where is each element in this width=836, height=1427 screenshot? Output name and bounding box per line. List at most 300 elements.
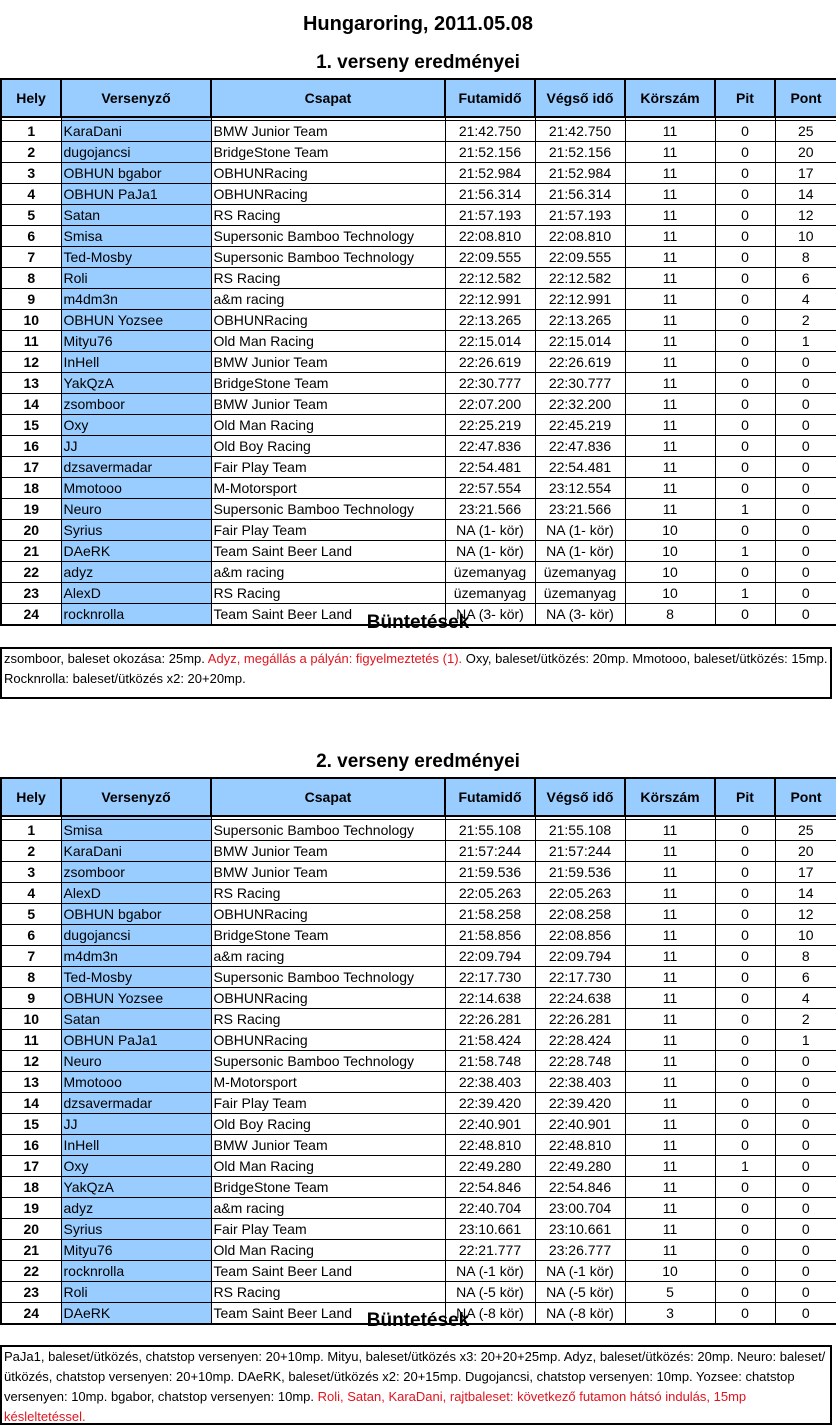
laps-cell: 11 [625, 925, 715, 946]
team-cell: a&m racing [211, 562, 445, 583]
col-header-points: Pont [775, 778, 836, 816]
laps-cell: 11 [625, 841, 715, 862]
position-cell: 6 [1, 226, 61, 247]
team-cell: RS Racing [211, 268, 445, 289]
table-row [1, 310, 836, 331]
table-row [1, 862, 836, 883]
driver-cell: Satan [61, 1009, 211, 1030]
table-row [1, 1009, 836, 1030]
pit-cell: 0 [715, 121, 775, 142]
race-time-cell: 23:21.566 [445, 499, 535, 520]
race-time-cell: 22:15.014 [445, 331, 535, 352]
team-cell: BridgeStone Team [211, 925, 445, 946]
driver-cell: KaraDani [61, 841, 211, 862]
final-time-cell: 21:52.984 [535, 163, 625, 184]
driver-cell: Oxy [61, 1156, 211, 1177]
pit-cell: 0 [715, 268, 775, 289]
team-cell: Team Saint Beer Land [211, 1261, 445, 1282]
position-cell: 17 [1, 457, 61, 478]
pit-cell: 0 [715, 394, 775, 415]
table-row [1, 1135, 836, 1156]
laps-cell: 11 [625, 1156, 715, 1177]
pit-cell: 0 [715, 562, 775, 583]
points-cell: 0 [775, 457, 836, 478]
laps-cell: 11 [625, 1009, 715, 1030]
position-cell: 7 [1, 247, 61, 268]
race-time-cell: üzemanyag [445, 583, 535, 604]
points-cell: 0 [775, 520, 836, 541]
race-time-cell: 22:30.777 [445, 373, 535, 394]
col-header-final-time: Végső idő [535, 778, 625, 816]
pit-cell: 0 [715, 436, 775, 457]
laps-cell: 11 [625, 1072, 715, 1093]
table-row [1, 820, 836, 841]
pit-cell: 0 [715, 1051, 775, 1072]
final-time-cell: 22:47.836 [535, 436, 625, 457]
table-row [1, 1114, 836, 1135]
points-cell: 6 [775, 268, 836, 289]
final-time-cell: NA (-5 kör) [535, 1282, 625, 1303]
pit-cell: 1 [715, 499, 775, 520]
team-cell: Fair Play Team [211, 520, 445, 541]
race-time-cell: NA (-8 kör) [445, 1303, 535, 1325]
team-cell: RS Racing [211, 1282, 445, 1303]
pit-cell: 1 [715, 583, 775, 604]
table-row [1, 1072, 836, 1093]
pit-cell: 0 [715, 1219, 775, 1240]
table-row [1, 205, 836, 226]
position-cell: 19 [1, 499, 61, 520]
race-time-cell: 21:52.156 [445, 142, 535, 163]
position-cell: 20 [1, 520, 61, 541]
col-header-driver: Versenyző [61, 778, 211, 816]
laps-cell: 11 [625, 1030, 715, 1051]
race-time-cell: 21:59.536 [445, 862, 535, 883]
race-time-cell: 22:57.554 [445, 478, 535, 499]
position-cell: 23 [1, 583, 61, 604]
laps-cell: 11 [625, 967, 715, 988]
team-cell: RS Racing [211, 583, 445, 604]
pit-cell: 0 [715, 883, 775, 904]
table-row [1, 268, 836, 289]
points-cell: 10 [775, 226, 836, 247]
driver-cell: DAeRK [61, 1303, 211, 1325]
position-cell: 7 [1, 946, 61, 967]
laps-cell: 11 [625, 1198, 715, 1219]
laps-cell: 10 [625, 583, 715, 604]
page-title: Hungaroring, 2011.05.08 [302, 13, 534, 35]
race-time-cell: 22:49.280 [445, 1156, 535, 1177]
col-header-laps: Körszám [625, 778, 715, 816]
race-time-cell: 21:52.984 [445, 163, 535, 184]
laps-cell: 11 [625, 820, 715, 841]
final-time-cell: 22:24.638 [535, 988, 625, 1009]
team-cell: Supersonic Bamboo Technology [211, 1051, 445, 1072]
driver-cell: Mmotooo [61, 1072, 211, 1093]
col-header-points: Pont [775, 79, 836, 117]
points-cell: 0 [775, 394, 836, 415]
points-cell: 20 [775, 142, 836, 163]
team-cell: RS Racing [211, 1009, 445, 1030]
position-cell: 14 [1, 394, 61, 415]
pit-cell: 0 [715, 331, 775, 352]
laps-cell: 11 [625, 1114, 715, 1135]
points-cell: 25 [775, 820, 836, 841]
penalty-text: PaJa1, baleset/ütközés, chatstop versenyen: 20+10mp. Mityu, baleset/ütközés x3: 20+20+25mp. Adyz, baleset/ütközés: 20mp. Neuro: baleset/ütközés, chatstop versenyen: 20+10mp. DAeRK, baleset/ütközés x2: 20+15mp. Dugojancsi, chatstop versenyen: 10mp. Yozsee: chatstop versenyen: 10mp. bgabor, chatstop versenyen: 10mp. [4, 1349, 826, 1404]
position-cell: 9 [1, 289, 61, 310]
header-row [1, 79, 836, 117]
race-time-cell: 21:57.193 [445, 205, 535, 226]
laps-cell: 11 [625, 1240, 715, 1261]
points-cell: 20 [775, 841, 836, 862]
position-cell: 19 [1, 1198, 61, 1219]
team-cell: RS Racing [211, 883, 445, 904]
driver-cell: Neuro [61, 1051, 211, 1072]
pit-cell: 0 [715, 1198, 775, 1219]
race-time-cell: 22:25.219 [445, 415, 535, 436]
table-row [1, 520, 836, 541]
position-cell: 17 [1, 1156, 61, 1177]
pit-cell: 1 [715, 541, 775, 562]
race1-penalties-title: Büntetések [366, 612, 470, 633]
final-time-cell: 23:00.704 [535, 1198, 625, 1219]
final-time-cell: NA (1- kör) [535, 520, 625, 541]
race2-penalties-box [0, 1345, 832, 1425]
final-time-cell: 22:12.991 [535, 289, 625, 310]
points-cell: 0 [775, 499, 836, 520]
points-cell: 1 [775, 1030, 836, 1051]
final-time-cell: 21:42.750 [535, 121, 625, 142]
team-cell: OBHUNRacing [211, 904, 445, 925]
position-cell: 9 [1, 988, 61, 1009]
points-cell: 0 [775, 1093, 836, 1114]
team-cell: Fair Play Team [211, 1219, 445, 1240]
race-time-cell: 21:58.258 [445, 904, 535, 925]
team-cell: Team Saint Beer Land [211, 604, 445, 626]
final-time-cell: 22:26.281 [535, 1009, 625, 1030]
race-time-cell: NA (1- kör) [445, 541, 535, 562]
team-cell: RS Racing [211, 205, 445, 226]
points-cell: 0 [775, 1303, 836, 1325]
points-cell: 0 [775, 1114, 836, 1135]
final-time-cell: 22:38.403 [535, 1072, 625, 1093]
table-row [1, 541, 836, 562]
race2-penalties-title: Büntetések [366, 1310, 470, 1331]
pit-cell: 0 [715, 142, 775, 163]
laps-cell: 11 [625, 163, 715, 184]
team-cell: OBHUNRacing [211, 184, 445, 205]
pit-cell: 0 [715, 310, 775, 331]
race2-results-table [0, 777, 836, 1325]
laps-cell: 10 [625, 562, 715, 583]
points-cell: 0 [775, 373, 836, 394]
race-time-cell: 21:42.750 [445, 121, 535, 142]
laps-cell: 11 [625, 862, 715, 883]
table-row [1, 415, 836, 436]
laps-cell: 11 [625, 142, 715, 163]
final-time-cell: NA (-1 kör) [535, 1261, 625, 1282]
table-row [1, 436, 836, 457]
team-cell: M-Motorsport [211, 1072, 445, 1093]
points-cell: 0 [775, 415, 836, 436]
laps-cell: 11 [625, 436, 715, 457]
laps-cell: 3 [625, 1303, 715, 1325]
team-cell: OBHUNRacing [211, 1030, 445, 1051]
driver-cell: dugojancsi [61, 142, 211, 163]
laps-cell: 11 [625, 121, 715, 142]
driver-cell: YakQzA [61, 373, 211, 394]
col-header-position: Hely [1, 778, 61, 816]
driver-cell: rocknrolla [61, 1261, 211, 1282]
race-time-cell: 21:58.748 [445, 1051, 535, 1072]
position-cell: 18 [1, 1177, 61, 1198]
driver-cell: zsomboor [61, 862, 211, 883]
driver-cell: Neuro [61, 499, 211, 520]
race-time-cell: 21:58.424 [445, 1030, 535, 1051]
points-cell: 0 [775, 1198, 836, 1219]
team-cell: M-Motorsport [211, 478, 445, 499]
pit-cell: 0 [715, 247, 775, 268]
position-cell: 3 [1, 163, 61, 184]
team-cell: Supersonic Bamboo Technology [211, 499, 445, 520]
laps-cell: 11 [625, 1177, 715, 1198]
col-header-laps: Körszám [625, 79, 715, 117]
team-cell: BMW Junior Team [211, 862, 445, 883]
position-cell: 13 [1, 373, 61, 394]
table-row [1, 289, 836, 310]
race-time-cell: NA (1- kör) [445, 520, 535, 541]
race-time-cell: 22:21.777 [445, 1240, 535, 1261]
position-cell: 2 [1, 142, 61, 163]
final-time-cell: 22:17.730 [535, 967, 625, 988]
table-row [1, 121, 836, 142]
pit-cell: 0 [715, 967, 775, 988]
final-time-cell: 22:48.810 [535, 1135, 625, 1156]
points-cell: 12 [775, 904, 836, 925]
laps-cell: 11 [625, 988, 715, 1009]
position-cell: 1 [1, 121, 61, 142]
table-row [1, 1051, 836, 1072]
pit-cell: 0 [715, 1135, 775, 1156]
team-cell: BMW Junior Team [211, 352, 445, 373]
laps-cell: 11 [625, 478, 715, 499]
race2-title: 2. verseny eredményei [316, 751, 520, 772]
laps-cell: 11 [625, 331, 715, 352]
table-row [1, 1198, 836, 1219]
final-time-cell: 22:54.846 [535, 1177, 625, 1198]
position-cell: 15 [1, 415, 61, 436]
pit-cell: 0 [715, 841, 775, 862]
position-cell: 21 [1, 1240, 61, 1261]
laps-cell: 11 [625, 268, 715, 289]
final-time-cell: 22:49.280 [535, 1156, 625, 1177]
position-cell: 2 [1, 841, 61, 862]
penalty-text-highlighted: Roli, Satan, KaraDani, rajtbaleset: következő futamon hátsó indulás, 15mp késleltetéssel. [4, 1389, 747, 1424]
team-cell: BridgeStone Team [211, 373, 445, 394]
laps-cell: 11 [625, 352, 715, 373]
pit-cell: 0 [715, 1177, 775, 1198]
driver-cell: AlexD [61, 583, 211, 604]
team-cell: Old Man Racing [211, 415, 445, 436]
pit-cell: 0 [715, 1009, 775, 1030]
driver-cell: Smisa [61, 226, 211, 247]
final-time-cell: 22:54.481 [535, 457, 625, 478]
pit-cell: 0 [715, 415, 775, 436]
driver-cell: dugojancsi [61, 925, 211, 946]
table-row [1, 562, 836, 583]
pit-cell: 0 [715, 163, 775, 184]
laps-cell: 10 [625, 1261, 715, 1282]
final-time-cell: NA (1- kör) [535, 541, 625, 562]
laps-cell: 11 [625, 457, 715, 478]
col-header-final-time: Végső idő [535, 79, 625, 117]
driver-cell: InHell [61, 352, 211, 373]
table-row [1, 394, 836, 415]
pit-cell: 0 [715, 604, 775, 626]
race-time-cell: 22:12.582 [445, 268, 535, 289]
points-cell: 8 [775, 946, 836, 967]
race-time-cell: 22:09.555 [445, 247, 535, 268]
position-cell: 4 [1, 184, 61, 205]
final-time-cell: 22:12.582 [535, 268, 625, 289]
header-row [1, 778, 836, 816]
laps-cell: 11 [625, 1135, 715, 1156]
race1-penalties-box [0, 647, 832, 699]
team-cell: Old Man Racing [211, 1240, 445, 1261]
driver-cell: OBHUN Yozsee [61, 310, 211, 331]
driver-cell: JJ [61, 1114, 211, 1135]
col-header-team: Csapat [211, 79, 445, 117]
team-cell: OBHUNRacing [211, 310, 445, 331]
laps-cell: 11 [625, 184, 715, 205]
driver-cell: adyz [61, 1198, 211, 1219]
pit-cell: 0 [715, 1114, 775, 1135]
laps-cell: 11 [625, 415, 715, 436]
table-row [1, 373, 836, 394]
driver-cell: Ted-Mosby [61, 247, 211, 268]
pit-cell: 0 [715, 1261, 775, 1282]
points-cell: 0 [775, 1072, 836, 1093]
driver-cell: Mityu76 [61, 331, 211, 352]
driver-cell: OBHUN bgabor [61, 904, 211, 925]
race-time-cell: NA (-1 kör) [445, 1261, 535, 1282]
race-time-cell: 22:17.730 [445, 967, 535, 988]
race-time-cell: NA (3- kör) [445, 604, 535, 626]
position-cell: 10 [1, 310, 61, 331]
final-time-cell: 23:21.566 [535, 499, 625, 520]
laps-cell: 8 [625, 604, 715, 626]
race-time-cell: 21:58.856 [445, 925, 535, 946]
position-cell: 18 [1, 478, 61, 499]
laps-cell: 11 [625, 1051, 715, 1072]
table-row [1, 226, 836, 247]
laps-cell: 11 [625, 205, 715, 226]
table-row [1, 1282, 836, 1303]
position-cell: 23 [1, 1282, 61, 1303]
col-header-driver: Versenyző [61, 79, 211, 117]
table-row [1, 1030, 836, 1051]
position-cell: 13 [1, 1072, 61, 1093]
pit-cell: 0 [715, 1030, 775, 1051]
race-time-cell: 22:26.281 [445, 1009, 535, 1030]
table-row [1, 478, 836, 499]
laps-cell: 11 [625, 499, 715, 520]
laps-cell: 11 [625, 289, 715, 310]
table-row [1, 1219, 836, 1240]
position-cell: 10 [1, 1009, 61, 1030]
race-time-cell: 22:47.836 [445, 436, 535, 457]
position-cell: 5 [1, 904, 61, 925]
position-cell: 5 [1, 205, 61, 226]
final-time-cell: üzemanyag [535, 583, 625, 604]
team-cell: Old Boy Racing [211, 436, 445, 457]
team-cell: Fair Play Team [211, 457, 445, 478]
points-cell: 0 [775, 1135, 836, 1156]
points-cell: 14 [775, 883, 836, 904]
race-time-cell: 22:39.420 [445, 1093, 535, 1114]
pit-cell: 0 [715, 184, 775, 205]
driver-cell: Smisa [61, 820, 211, 841]
driver-cell: InHell [61, 1135, 211, 1156]
team-cell: BridgeStone Team [211, 142, 445, 163]
pit-cell: 0 [715, 478, 775, 499]
penalty-text-highlighted: Adyz, megállás a pályán: figyelmeztetés (1). [207, 651, 463, 666]
driver-cell: rocknrolla [61, 604, 211, 626]
final-time-cell: 21:56.314 [535, 184, 625, 205]
final-time-cell: 21:55.108 [535, 820, 625, 841]
points-cell: 0 [775, 541, 836, 562]
points-cell: 0 [775, 1261, 836, 1282]
driver-cell: KaraDani [61, 121, 211, 142]
driver-cell: YakQzA [61, 1177, 211, 1198]
final-time-cell: 23:10.661 [535, 1219, 625, 1240]
points-cell: 0 [775, 1051, 836, 1072]
laps-cell: 11 [625, 247, 715, 268]
position-cell: 22 [1, 1261, 61, 1282]
position-cell: 12 [1, 352, 61, 373]
position-cell: 24 [1, 604, 61, 626]
race-time-cell: 22:26.619 [445, 352, 535, 373]
pit-cell: 0 [715, 1240, 775, 1261]
table-row [1, 583, 836, 604]
points-cell: 2 [775, 310, 836, 331]
team-cell: a&m racing [211, 289, 445, 310]
points-cell: 0 [775, 562, 836, 583]
col-header-race-time: Futamidő [445, 778, 535, 816]
col-header-pit: Pit [715, 778, 775, 816]
position-cell: 8 [1, 967, 61, 988]
position-cell: 11 [1, 331, 61, 352]
table-row [1, 1240, 836, 1261]
pit-cell: 0 [715, 820, 775, 841]
race1-title: 1. verseny eredményei [316, 52, 520, 73]
final-time-cell: 23:12.554 [535, 478, 625, 499]
driver-cell: Syrius [61, 520, 211, 541]
race-time-cell: 22:54.846 [445, 1177, 535, 1198]
team-cell: Supersonic Bamboo Technology [211, 967, 445, 988]
points-cell: 6 [775, 967, 836, 988]
team-cell: Team Saint Beer Land [211, 541, 445, 562]
points-cell: 0 [775, 1156, 836, 1177]
final-time-cell: 22:30.777 [535, 373, 625, 394]
position-cell: 15 [1, 1114, 61, 1135]
pit-cell: 0 [715, 289, 775, 310]
table-row [1, 457, 836, 478]
table-row [1, 841, 836, 862]
driver-cell: AlexD [61, 883, 211, 904]
race-time-cell: 21:56.314 [445, 184, 535, 205]
race-time-cell: üzemanyag [445, 562, 535, 583]
